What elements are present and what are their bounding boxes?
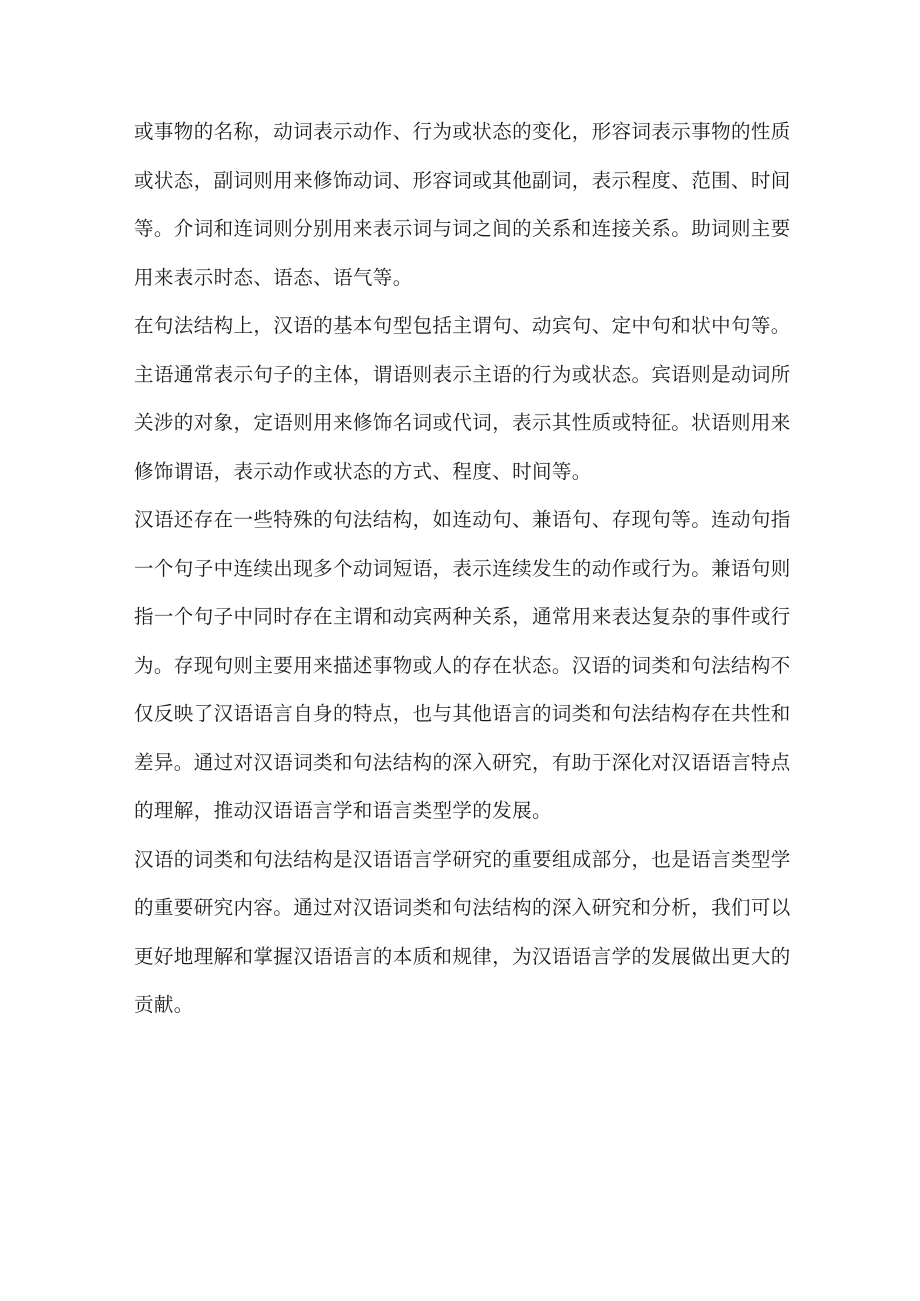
text-line: 差异。通过对汉语词类和句法结构的深入研究，有助于深化对汉语语言特点	[134, 750, 791, 774]
text-line: 汉语的词类和句法结构是汉语语言学研究的重要组成部分，也是语言类型学	[134, 847, 791, 871]
text-line: 汉语还存在一些特殊的句法结构，如连动句、兼语句、存现句等。连动句指	[134, 508, 791, 531]
text-line: 的重要研究内容。通过对汉语词类和句法结构的深入研究和分析，我们可以	[134, 896, 791, 919]
text-line: 更好地理解和掌握汉语语言的本质和规律，为汉语语言学的发展做出更大的	[134, 944, 791, 968]
text-line: 修饰谓语，表示动作或状态的方式、程度、时间等。	[134, 459, 592, 483]
paragraph-3	[134, 496, 794, 836]
text-line: 在句法结构上，汉语的基本句型包括主谓句、动宾句、定中句和状中句等。	[134, 314, 791, 337]
text-line: 指一个句子中同时存在主谓和动宾两种关系，通常用来表达复杂的事件或行	[134, 605, 791, 628]
text-line: 贡献。	[134, 993, 194, 1016]
text-line: 一个句子中连续出现多个动词短语，表示连续发生的动作或行为。兼语句则	[134, 556, 791, 580]
paragraph-1	[134, 108, 794, 302]
text-line: 或状态，副词则用来修饰动词、形容词或其他副词，表示程度、范围、时间	[134, 168, 791, 192]
text-line: 仅反映了汉语语言自身的特点，也与其他语言的词类和句法结构存在共性和	[134, 702, 791, 725]
text-line: 关涉的对象，定语则用来修饰名词或代词，表示其性质或特征。状语则用来	[134, 411, 791, 434]
text-line: 为。存现句则主要用来描述事物或人的存在状态。汉语的词类和句法结构不	[134, 653, 791, 677]
text-line: 等。介词和连词则分别用来表示词与词之间的关系和连接关系。助词则主要	[134, 217, 791, 240]
text-line: 的理解，推动汉语语言学和语言类型学的发展。	[134, 799, 552, 822]
text-line: 或事物的名称，动词表示动作、行为或状态的变化，形容词表示事物的性质	[134, 120, 791, 143]
text-line: 主语通常表示句子的主体，谓语则表示主语的行为或状态。宾语则是动词所	[134, 362, 791, 386]
paragraph-4	[134, 836, 794, 1030]
paragraph-2	[134, 302, 794, 496]
document-body	[134, 108, 794, 1030]
text-line: 用来表示时态、语态、语气等。	[134, 265, 413, 289]
